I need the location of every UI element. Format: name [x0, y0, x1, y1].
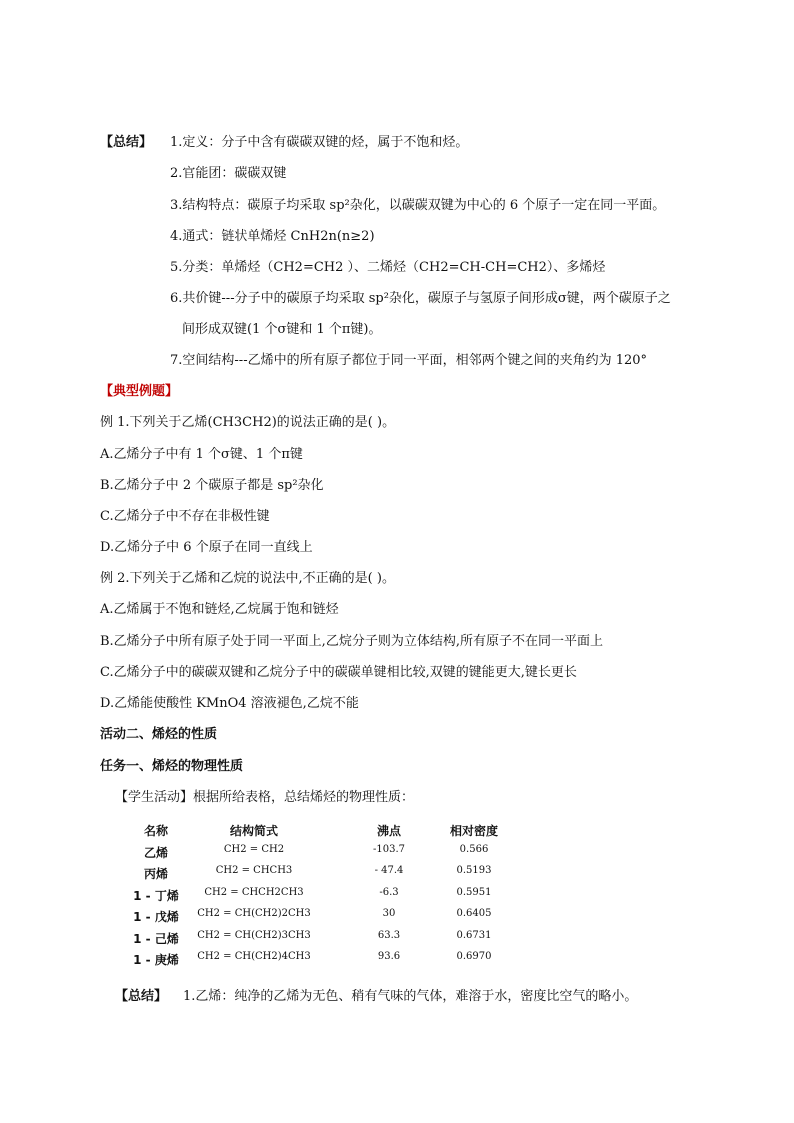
- summary-item-structure: 3.结构特点：碳原子均采取 sp²杂化，以碳碳双键为中心的 6 个原子一定在同一平面。: [170, 198, 666, 213]
- cell-density: 0.6970: [456, 951, 492, 962]
- cell-density: 0.5951: [456, 886, 492, 898]
- cell-name: 1 - 己烯: [133, 931, 179, 946]
- table-row: [126, 865, 546, 887]
- cell-structure: CH2 = CHCH2CH3: [204, 886, 304, 898]
- cell-name: 乙烯: [143, 845, 168, 860]
- summary2-ethylene: 1.乙烯：纯净的乙烯为无色、稍有气味的气体，难溶于水，密度比空气的略小。: [183, 989, 638, 1004]
- example2-option-a: A.乙烯属于不饱和链烃,乙烷属于饱和链烃: [100, 602, 339, 617]
- example1-option-d: D.乙烯分子中 6 个原子在同一直线上: [100, 540, 313, 555]
- cell-name: 丙烯: [143, 867, 168, 881]
- summary-item-formula: 4.通式：链状单烯烃 CnH2n(n≥2): [170, 229, 375, 244]
- cell-structure: CH2 = CHCH3: [215, 865, 293, 876]
- table-row: [126, 908, 546, 930]
- cell-density: 0.566: [459, 843, 489, 855]
- cell-structure: CH2 = CH2: [223, 843, 285, 855]
- header-structure: 结构简式: [229, 824, 278, 838]
- cell-boiling-point: -103.7: [372, 843, 405, 855]
- cell-boiling-point: - 47.4: [374, 865, 404, 876]
- example1-option-b: B.乙烯分子中 2 个碳原子都是 sp²杂化: [100, 478, 324, 493]
- alkene-properties-table: [126, 822, 546, 973]
- cell-name: 1 - 戊烯: [133, 910, 179, 924]
- cell-name: 1 - 丁烯: [133, 888, 179, 903]
- summary2-tag: 【总结】: [115, 989, 168, 1004]
- example1-option-a: A.乙烯分子中有 1 个σ键、1 个π键: [100, 447, 303, 462]
- example2-option-b: B.乙烯分子中所有原子处于同一平面上,乙烷分子则为立体结构,所有原子不在同一平面上: [100, 634, 603, 649]
- cell-boiling-point: 63.3: [377, 929, 401, 941]
- table-row: [126, 844, 546, 866]
- table-row: [126, 887, 546, 909]
- cell-structure: CH2 = CH(CH2)3CH3: [197, 929, 311, 941]
- header-name: 名称: [143, 824, 168, 838]
- example2-option-d: D.乙烯能使酸性 KMnO4 溶液褪色,乙烷不能: [100, 696, 359, 711]
- activity-heading: 活动二、烯烃的性质: [100, 727, 218, 742]
- cell-boiling-point: 93.6: [377, 951, 401, 962]
- table-header-row: [126, 822, 546, 844]
- header-relative-density: 相对密度: [449, 824, 498, 838]
- cell-boiling-point: 30: [382, 908, 396, 919]
- example1-option-c: C.乙烯分子中不存在非极性键: [100, 509, 270, 524]
- summary-item-functional-group: 2.官能团：碳碳双键: [170, 166, 287, 181]
- header-boiling-point: 沸点: [376, 824, 401, 838]
- table-row: [126, 951, 546, 973]
- example2-stem: 例 2.下列关于乙烯和乙烷的说法中,不正确的是( )。: [100, 571, 395, 586]
- summary-item-definition: 1.定义：分子中含有碳碳双键的烃，属于不饱和烃。: [170, 135, 469, 150]
- summary-tag: 【总结】: [100, 135, 153, 150]
- examples-heading: 【典型例题】: [100, 384, 179, 399]
- cell-boiling-point: -6.3: [379, 886, 399, 898]
- cell-name: 1 - 庚烯: [133, 953, 179, 967]
- example1-stem: 例 1.下列关于乙烯(CH3CH2)的说法正确的是( )。: [100, 415, 396, 430]
- cell-density: 0.6731: [456, 929, 492, 941]
- cell-density: 0.6405: [456, 908, 492, 919]
- cell-density: 0.5193: [456, 865, 492, 876]
- summary-item-classification: 5.分类：单烯烃（CH2=CH2 ）、二烯烃（CH2=CH-CH=CH2）、多烯烃: [170, 260, 606, 275]
- summary-item-spatial-structure: 7.空间结构---乙烯中的所有原子都位于同一平面，相邻两个键之间的夹角约为 120°: [170, 353, 648, 368]
- cell-structure: CH2 = CH(CH2)2CH3: [197, 908, 311, 919]
- example2-option-c: C.乙烯分子中的碳碳双键和乙烷分子中的碳碳单键相比较,双键的键能更大,键长更长: [100, 665, 577, 680]
- summary-item-covalent-bond-cont: 间形成双键(1 个σ键和 1 个π键)。: [182, 322, 382, 337]
- task-heading: 任务一、烯烃的物理性质: [100, 759, 244, 774]
- cell-structure: CH2 = CH(CH2)4CH3: [197, 951, 311, 962]
- summary-item-covalent-bond: 6.共价键---分子中的碳原子均采取 sp²杂化，碳原子与氢原子间形成σ键，两个碳原子之: [170, 291, 671, 306]
- student-activity-prompt: 【学生活动】根据所给表格，总结烯烃的物理性质：: [115, 790, 415, 805]
- table-row: [126, 930, 546, 952]
